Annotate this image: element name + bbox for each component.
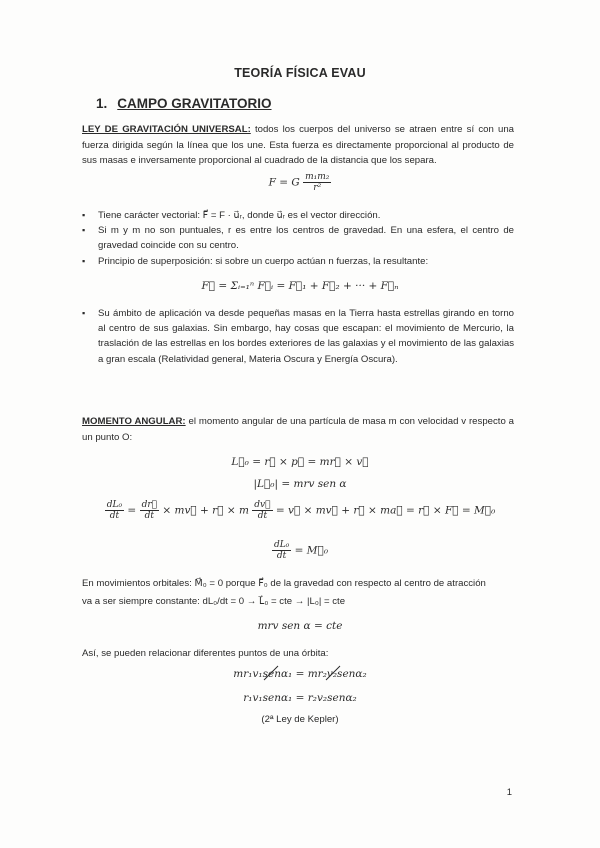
page-number: 1 [506,787,512,798]
ley-text: todos los cuerpos del universo se atraen entre sí con una fuerza dirigida según la línea que los une. Esta fuerza es directamente proporcional al producto de sus masas e inversamente proporcional al cuadrado de la distancia que los separa. [82,124,514,166]
derivative-equation: $\frac{\text{dL₀}}{dt}$ = $\frac{dr⃗}{dt}$ × mv⃗ + r⃗ × m $\frac{dv⃗}{dt}$ = v⃗ × mv⃗ + r⃗ × ma⃗ = r⃗ × F⃗ = M⃗₀ [106,500,496,521]
kepler-equation-1: mr₁v₁senα₁ = mr₂v₂senα₂ [233,668,367,680]
dL-dt-fraction: $\frac{\text{dL₀}}{dt}$ [106,500,123,521]
momento-label: MOMENTO ANGULAR: [82,416,186,427]
mrv-equation: mrv sen α = cte [257,620,343,632]
properties-list [82,208,514,269]
ley-gravitacion-paragraph [82,122,514,169]
dr-dt-fraction: $\frac{dr⃗}{dt}$ [141,500,158,521]
angular-momentum-definition: L⃗₀ = r⃗ × p⃗ = mr⃗ × v⃗ [231,456,369,468]
document-title: TEORÍA FÍSICA EVAU [234,66,366,80]
properties-list-continued [82,306,514,367]
dv-dt-fraction: $\frac{dv⃗}{dt}$ [254,500,271,521]
cancel-mark [262,664,282,682]
section-title: CAMPO GRAVITATORIO [117,96,272,111]
ley-label: LEY DE GRAVITACIÓN UNIVERSAL: [82,124,251,135]
newton-equation [0,172,600,193]
cancel-mark [324,664,344,682]
kepler-label: (2ª Ley de Kepler) [261,714,339,725]
newton-fraction [303,172,331,193]
section-heading [96,96,272,111]
dL-dt-fraction-2: $\frac{\text{dL₀}}{dt}$ [273,540,290,561]
kepler-equation-2: r₁v₁senα₁ = r₂v₂senα₂ [243,692,357,704]
orbital-line-1: En movimientos orbitales: M⃗₀ = 0 porque F⃗₀ de la gravedad con respecto al centro de atracción [82,578,486,589]
torque-result: = M⃗₀ [294,544,329,557]
angular-momentum-magnitude: |L⃗₀| = mrv sen α [253,478,347,490]
bullet-item: ▪ Principio de superposición: si sobre un cuerpo actúan n fuerzas, la resultante: [82,254,514,269]
bullet-item: ▪ Tiene carácter vectorial: F⃗ = F · u⃗ᵣ, donde u⃗ᵣ es el vector dirección. [82,208,514,223]
newton-numerator: m₁m₂ [305,172,330,182]
bullet-item: ▪ Si m y m no son puntuales, r es entre los centros de gravedad. En una esfera, el centro de gravedad coincide con su centro. [82,223,514,253]
asi-line: Así, se pueden relacionar diferentes puntos de una órbita: [82,648,329,659]
orbital-line-2: va a ser siempre constante: dL₀/dt = 0 → L⃗₀ = cte → |L₀| = cte [82,596,346,607]
newton-denominator: r² [313,183,322,193]
newton-lhs: F = G [268,176,300,189]
torque-equation [0,540,600,561]
bullet-item: ▪ Su ámbito de aplicación va desde pequeñas masas en la Tierra hasta estrellas girando en torno al centro de sus galaxias. Sin embargo, hay cosas que escapan: el movimiento de Mercurio, la traslación de las estrellas en los bordes exteriores de las galaxias y el movimiento de las galaxias a gran escala (Relatividad general, Materia Oscura y Energía Oscura). [82,306,514,367]
momento-text: el momento angular de una partícula de masa m con velocidad v respecto a un punto O: [82,416,515,443]
momento-angular-paragraph [82,414,514,445]
superposition-equation: F⃗ = Σᵢ₌₁ⁿ F⃗ᵢ = F⃗₁ + F⃗₂ + ··· + F⃗ₙ [201,280,399,292]
derivative-tail: = v⃗ × mv⃗ + r⃗ × ma⃗ = r⃗ × F⃗ = M⃗₀ [275,504,496,517]
section-number: 1. [96,96,108,111]
